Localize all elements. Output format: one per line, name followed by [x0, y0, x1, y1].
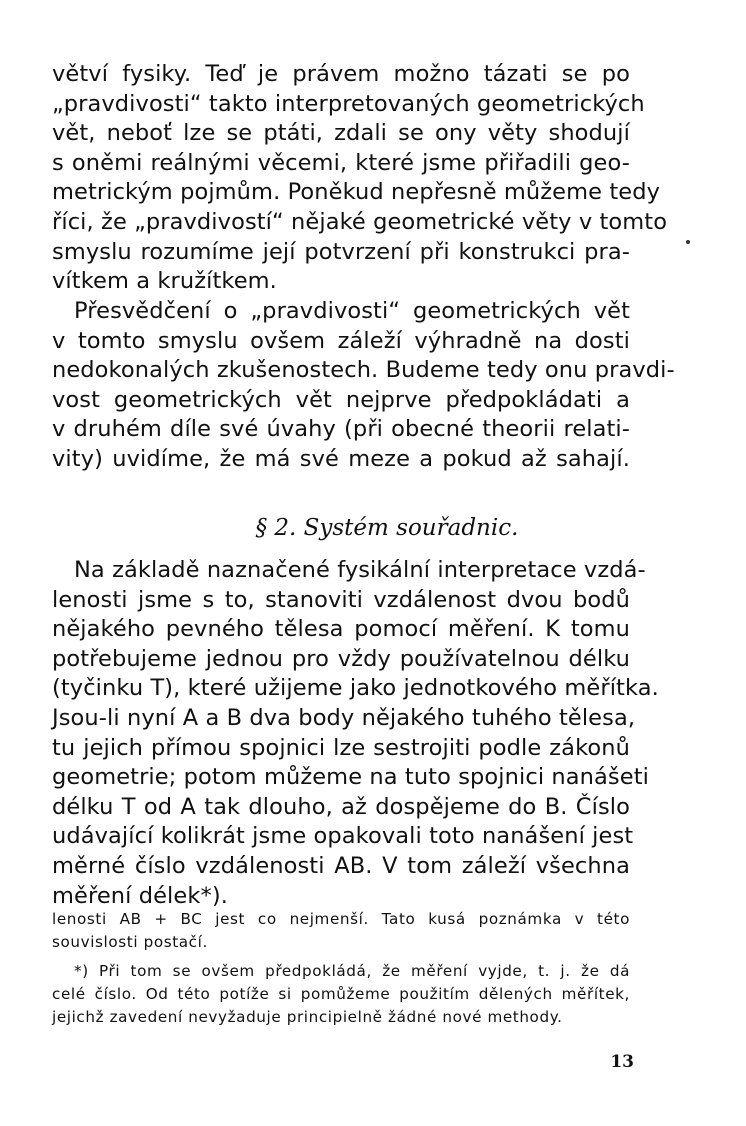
footnote-line: jejichž zavedení nevyžaduje principielně žádné nové methody. [52, 1008, 563, 1026]
text-line: geometrie; potom můžeme na tuto spojnici nanášeti [52, 764, 649, 791]
text-line: délku T od A tak dlouho, až dospějeme do B. Číslo [52, 793, 630, 820]
text-line: vost geometrických vět nejprve předpokládati a [52, 386, 630, 413]
text-line: lenosti jsme s to, stanoviti vzdálenost dvou bodů [52, 586, 630, 613]
text-line: Přesvědčení o „pravdivosti“ geometrických vět [74, 298, 630, 324]
section-heading: § 2. Systém souřadnic. [255, 515, 519, 541]
footnote-line: *) Při tom se ovšem předpokládá, že měření vyjde, t. j. že dá [74, 962, 630, 980]
paragraph-1 [52, 60, 668, 297]
footnote-line: lenosti AB + BC jest co nejmenší. Tato kusá poznámka v této [52, 910, 630, 928]
text-line: smyslu rozumíme její potvrzení při konstrukci pra- [52, 238, 630, 265]
margin-dot [686, 240, 690, 244]
text-line: větví fysiky. Teď je právem možno tázati se po [52, 61, 630, 87]
paragraph-2 [52, 297, 675, 475]
text-line: Jsou-li nyní A a B dva body nějakého tuhého tělesa, [52, 704, 636, 731]
text-line: s oněmi reálnými věcemi, které jsme přiřadili geo- [52, 149, 630, 176]
text-line: Na základě naznačené fysikální interpretace vzdá- [74, 557, 646, 583]
text-line: nedokonalých zkušenostech. Budeme tedy onu pravdi- [52, 357, 675, 384]
text-line: tu jejich přímou spojnici lze sestrojiti podle zákonů [52, 734, 630, 761]
text-line: vět, neboť lze se ptáti, zdali se ony věty shodují [52, 120, 630, 147]
footnote-line: celé číslo. Od této potíže si pomůžeme použitím dělených měřítek, [52, 985, 630, 1003]
footnote-line: souvislosti postačí. [52, 933, 208, 951]
text-line: vítkem a kružítkem. [52, 268, 277, 295]
text-line: udávající kolikrát jsme opakovali toto nanášení jest [52, 823, 634, 850]
footnote-continuation [52, 908, 630, 954]
paragraph-3 [52, 556, 659, 911]
text-line: metrickým pojmům. Poněkud nepřesně můžeme tedy [52, 179, 661, 206]
text-line: nějakého pevného tělesa pomocí měření. K tomu [52, 616, 630, 643]
footnote-star [52, 960, 630, 1029]
text-line: měření délek*). [52, 882, 228, 909]
text-line: v tomto smyslu ovšem záleží výhradně na dosti [52, 327, 630, 354]
text-line: v druhém díle své úvahy (při obecné theorii relati- [52, 416, 630, 443]
text-line: „pravdivosti“ takto interpretovaných geometrických [52, 90, 645, 117]
text-line: vity) uvidíme, že má své meze a pokud až sahají. [52, 445, 630, 472]
page-number: 13 [610, 1052, 634, 1072]
text-line: potřebujeme jednou pro vždy používatelnou délku [52, 645, 630, 672]
text-line: měrné číslo vzdálenosti AB. V tom záleží všechna [52, 852, 630, 879]
text-line: (tyčinku T), které užijeme jako jednotkového měřítka. [52, 675, 659, 702]
text-line: říci, že „pravdivostí“ nějaké geometrické věty v tomto [52, 208, 668, 235]
